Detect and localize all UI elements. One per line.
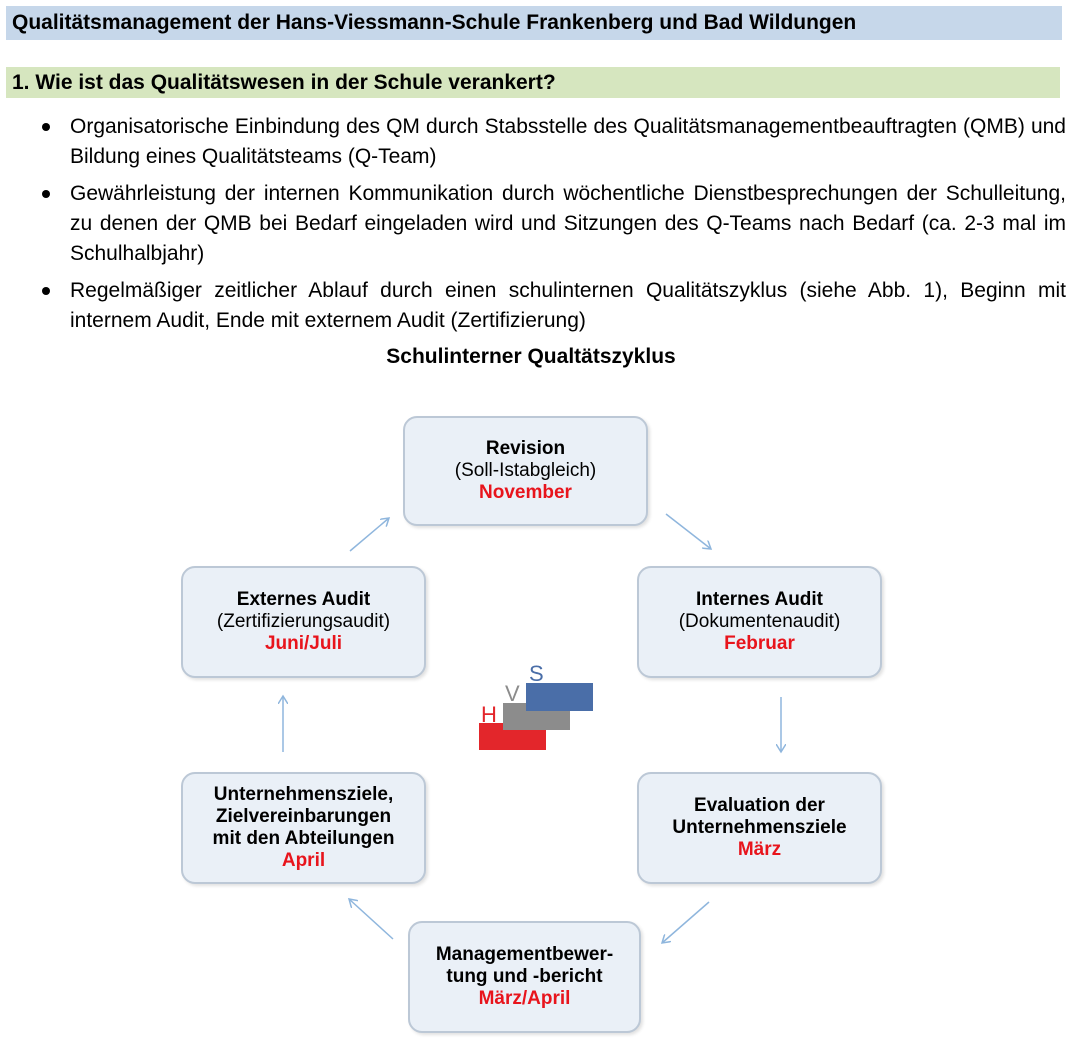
step-revision xyxy=(403,416,648,526)
logo-letter-s: S xyxy=(529,661,544,686)
step-evaluation xyxy=(637,772,882,884)
step-heading: Unternehmensziele, xyxy=(213,784,394,805)
arrow-revision-to-internes-audit xyxy=(666,514,711,549)
step-heading: Externes Audit xyxy=(236,589,371,610)
logo-letter-v: V xyxy=(505,681,520,706)
bullet-text: Regelmäßiger zeitlicher Ablauf durch einen schulinternen Qualitätszyklus (siehe Abb. 1), Beginn mit internem Audit, Ende mit externem Audit (Zertifizierung) xyxy=(70,279,1066,332)
step-heading: tung und -bericht xyxy=(446,966,603,987)
step-heading: Revision xyxy=(485,438,566,459)
arrow-management-to-unternehmensziele xyxy=(349,899,393,939)
step-month: April xyxy=(281,850,326,871)
step-month: März/April xyxy=(478,988,571,1009)
step-managementbewertung xyxy=(408,921,641,1033)
logo-blue-bar xyxy=(526,683,593,711)
bullet-text: Organisatorische Einbindung des QM durch Stabsstelle des Qualitätsmanagementbeauftragten (QMB) und Bildung eines Qualitätsteams (Q-Team) xyxy=(70,115,1066,168)
step-heading: mit den Abteilungen xyxy=(212,828,395,849)
step-heading: Evaluation der xyxy=(694,795,825,816)
step-subtitle: (Zertifizierungsaudit) xyxy=(216,611,391,632)
section-heading: 1. Wie ist das Qualitätswesen in der Schule verankert? xyxy=(6,67,1060,98)
step-unternehmensziele xyxy=(181,772,426,884)
step-month: Juni/Juli xyxy=(264,633,343,654)
logo-letter-h: H xyxy=(481,702,497,727)
step-month: Februar xyxy=(724,633,795,654)
step-internes-audit xyxy=(637,566,882,678)
step-month: November xyxy=(479,482,572,503)
step-heading: Zielvereinbarungen xyxy=(215,806,392,827)
school-logo xyxy=(475,660,600,755)
step-subtitle: (Dokumentenaudit) xyxy=(678,611,841,632)
cycle-title: Schulinterner Qualtätszyklus xyxy=(386,345,676,368)
arrow-evaluation-to-management xyxy=(662,902,709,943)
step-month: März xyxy=(737,839,782,860)
step-heading: Internes Audit xyxy=(695,589,824,610)
step-externes-audit xyxy=(181,566,426,678)
step-heading: Managementbewer- xyxy=(435,944,614,965)
step-heading: Unternehmensziele xyxy=(672,817,847,838)
step-subtitle: (Soll-Istabgleich) xyxy=(454,460,597,481)
bullet-text: Gewährleistung der internen Kommunikation durch wöchentliche Dienstbesprechungen der Schulleitung, zu denen der QMB bei Bedarf eingeladen wird und Sitzungen des Q-Teams nach Bedarf (ca. 2-3 mal im Schulhalbjahr) xyxy=(70,182,1066,265)
arrow-externes-audit-to-revision xyxy=(350,518,389,551)
page-title: Qualitätsmanagement der Hans-Viessmann-Schule Frankenberg und Bad Wildungen xyxy=(6,6,1062,40)
